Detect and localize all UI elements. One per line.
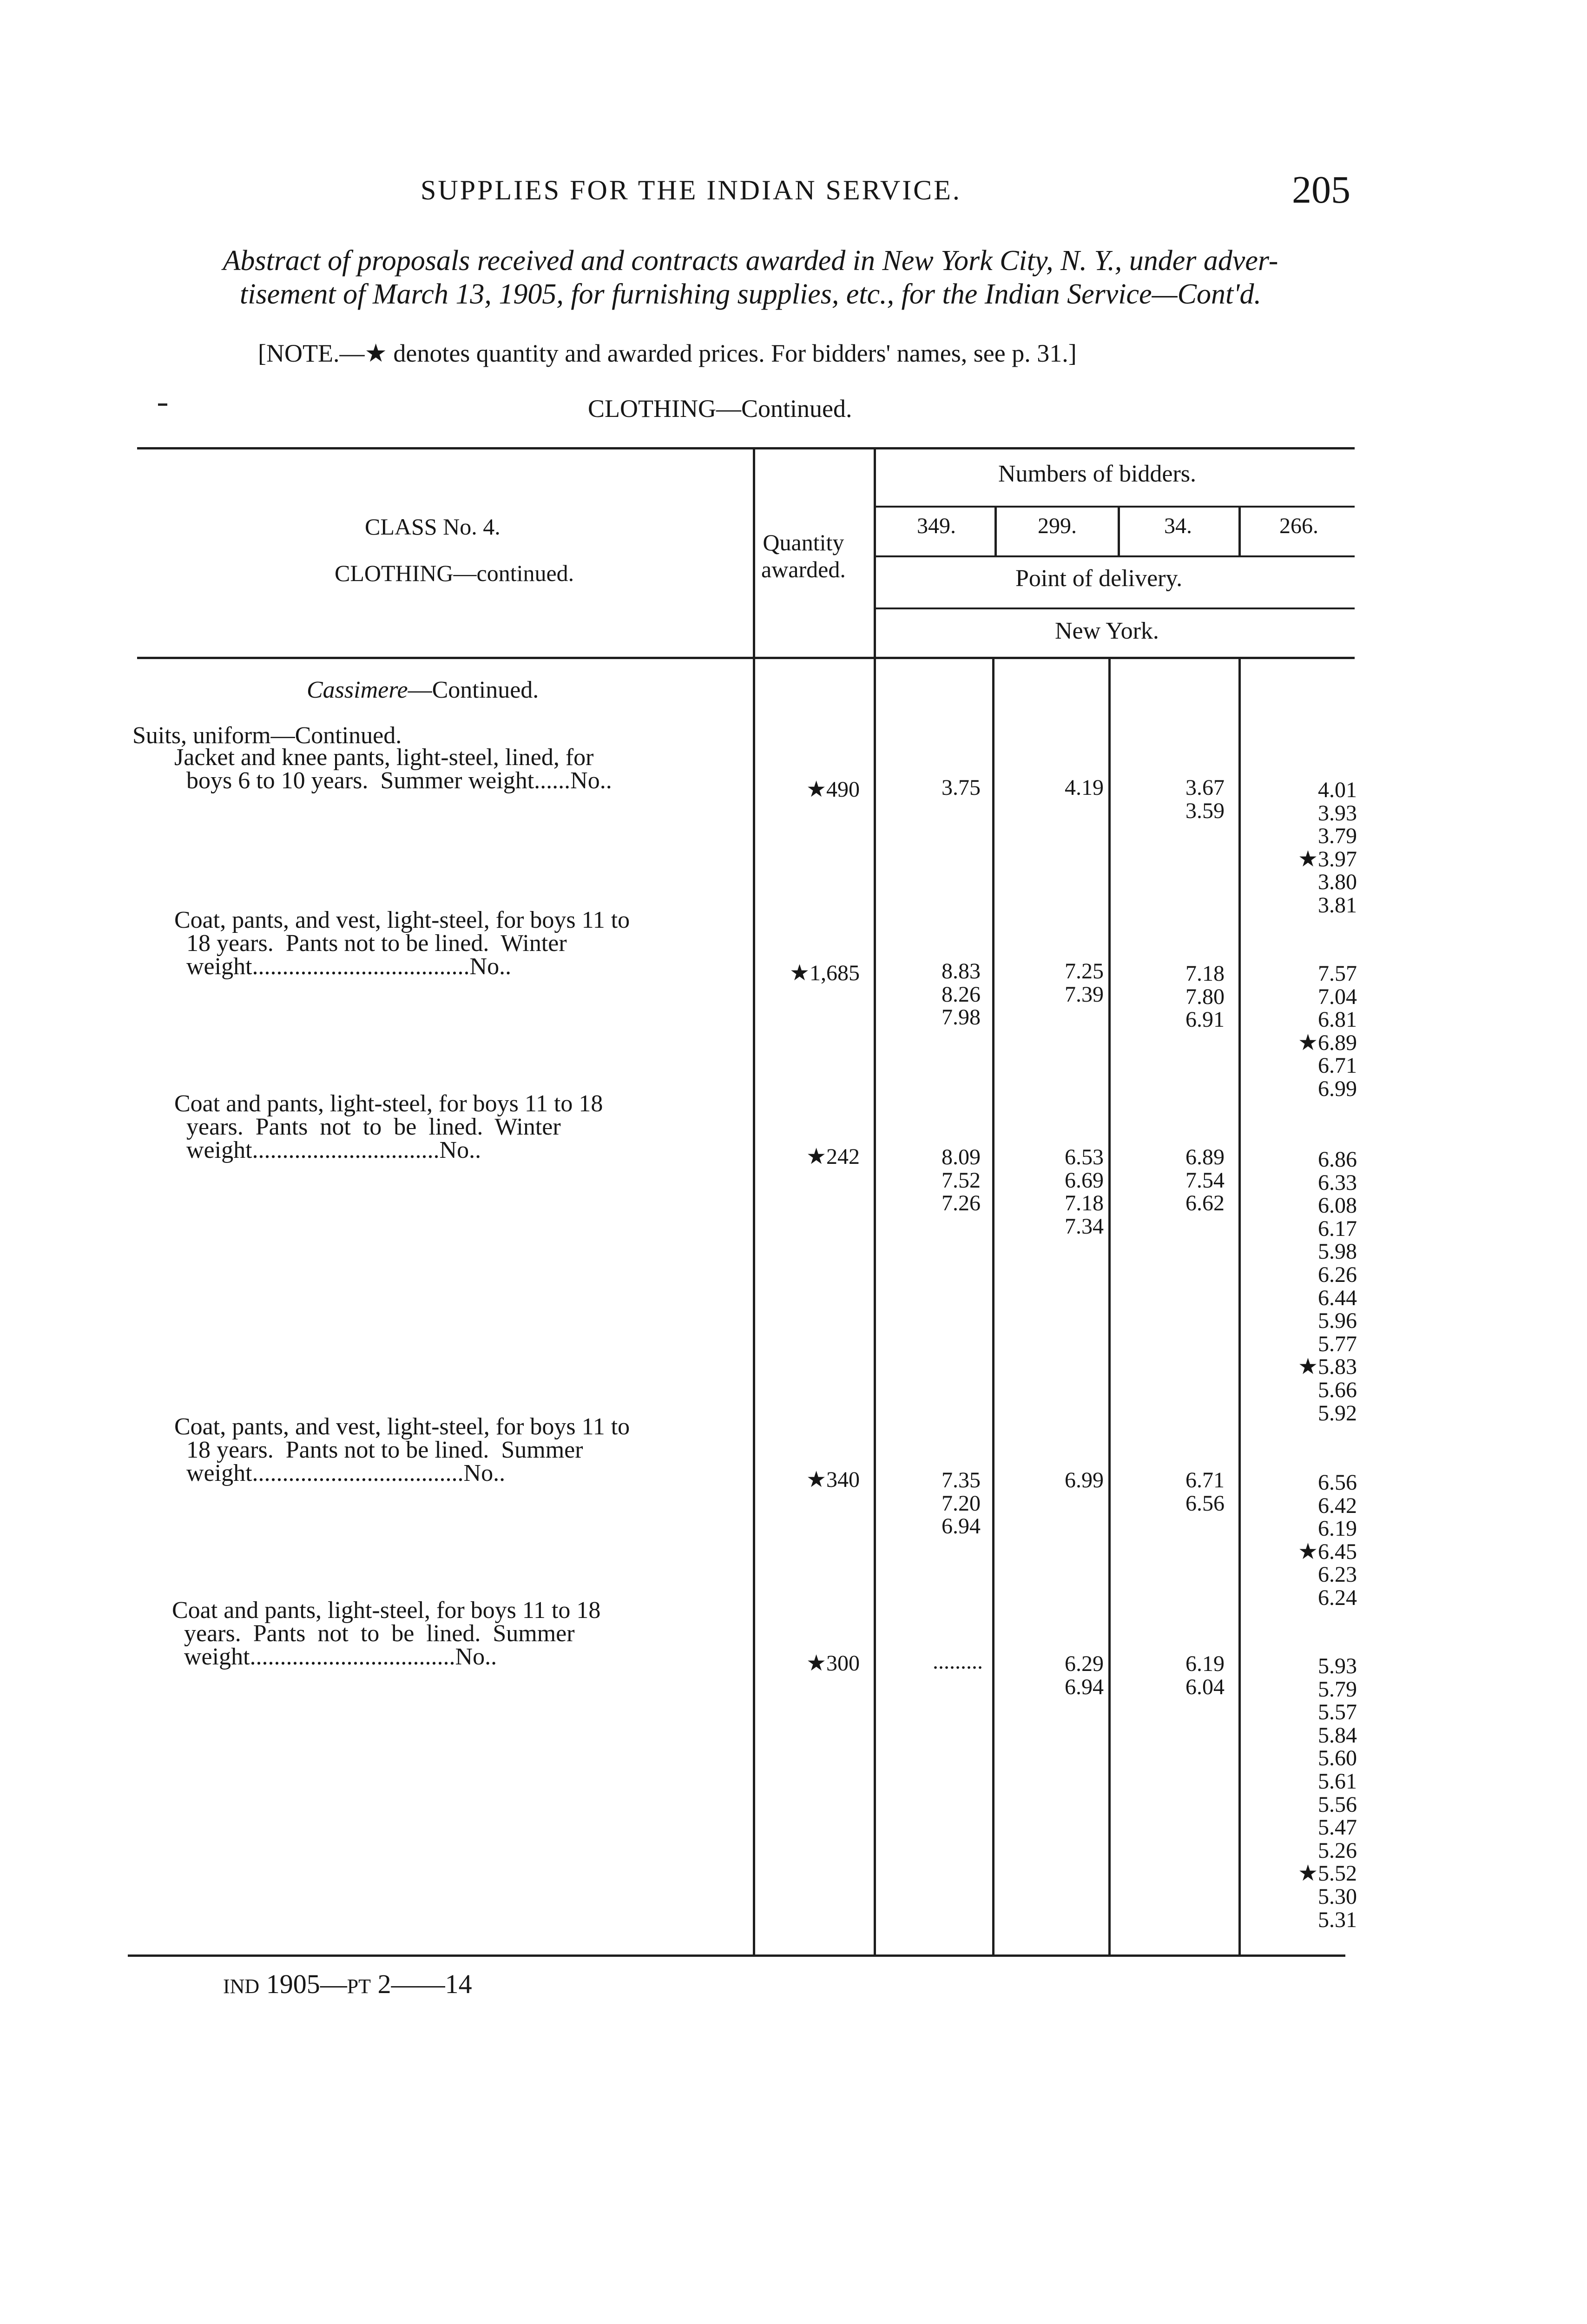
row-5-description: Coat and pants, light-steel, for boys 11 to 18 years. Pants not to be lined. Summer weight..................................No.. bbox=[172, 1597, 601, 1670]
bidder-number-rule bbox=[876, 555, 1355, 557]
col-divider-299-header bbox=[1118, 508, 1120, 555]
row-3-bid-266: 6.86 6.33 6.08 6.17 5.98 6.26 6.44 5.96 5.77 ★5.83 5.66 5.92 bbox=[1297, 1147, 1357, 1426]
delivery-place-header: New York. bbox=[1055, 618, 1159, 644]
quantity-header-line-2: awarded. bbox=[761, 556, 846, 582]
row-3-bid-34: 6.89 7.54 6.62 bbox=[1185, 1145, 1225, 1216]
delivery-rule bbox=[876, 607, 1355, 609]
abstract-line-2: tisement of March 13, 1905, for furnishing supplies, etc., for the Indian Service—Cont'd. bbox=[240, 278, 1261, 310]
row-1-bid-299: 4.19 bbox=[1065, 775, 1104, 800]
bidder-349-header: 349. bbox=[917, 514, 956, 538]
quantity-header-line-1: Quantity bbox=[763, 529, 844, 555]
row-3-bid-349: 8.09 7.52 7.26 bbox=[942, 1145, 981, 1216]
margin-dash bbox=[158, 403, 167, 406]
row-2-bid-266: 7.57 7.04 6.81 ★6.89 6.71 6.99 bbox=[1297, 961, 1357, 1101]
note: [NOTE.—★ denotes quantity and awarded prices. For bidders' names, see p. 31.] bbox=[258, 339, 1077, 367]
section-title: CLOTHING—Continued. bbox=[588, 395, 852, 423]
col-divider-349-header bbox=[994, 508, 997, 555]
row-2-description: Coat, pants, and vest, light-steel, for boys 11 to 18 years. Pants not to be lined. Winter weight....................................No.. bbox=[174, 907, 630, 980]
row-1-bid-349: 3.75 bbox=[942, 775, 981, 800]
row-1-description: Jacket and knee pants, light-steel, lined, for boys 6 to 10 years. Summer weight......No.. bbox=[174, 744, 612, 794]
running-head-title: SUPPLIES FOR THE INDIAN SERVICE. bbox=[421, 175, 961, 205]
cassimere-continued: —Continued. bbox=[408, 677, 539, 703]
row-2-quantity: ★1,685 bbox=[789, 961, 860, 985]
row-1-bid-266: 4.01 3.93 3.79 ★3.97 3.80 3.81 bbox=[1297, 778, 1357, 918]
row-5-bid-266: 5.93 5.79 5.57 5.84 5.60 5.61 5.56 5.47 5.26 ★5.52 5.30 5.31 bbox=[1297, 1654, 1357, 1932]
row-4-bid-349: 7.35 7.20 6.94 bbox=[942, 1468, 981, 1539]
row-5-bid-34: 6.19 6.04 bbox=[1185, 1651, 1225, 1699]
table-top-rule bbox=[137, 447, 1355, 449]
bidder-266-header: 266. bbox=[1279, 514, 1318, 538]
header-bottom-rule bbox=[137, 657, 1355, 659]
row-3-quantity: ★242 bbox=[806, 1144, 860, 1169]
row-2-bid-349: 8.83 8.26 7.98 bbox=[942, 959, 981, 1030]
row-3-bid-299: 6.53 6.69 7.18 7.34 bbox=[1065, 1145, 1104, 1239]
footer-pt: PT bbox=[347, 1975, 371, 1998]
row-4-description: Coat, pants, and vest, light-steel, for boys 11 to 18 years. Pants not to be lined. Summer weight...................................No.. bbox=[174, 1413, 630, 1486]
row-5-bid-349: ......... bbox=[933, 1649, 983, 1674]
class-subtitle: CLOTHING—continued. bbox=[335, 560, 574, 586]
abstract-caption bbox=[135, 244, 1366, 311]
row-5-quantity: ★300 bbox=[806, 1651, 860, 1676]
row-2-bid-34: 7.18 7.80 6.91 bbox=[1185, 961, 1225, 1032]
quantity-awarded-header bbox=[761, 529, 846, 583]
footer-year: 1905— bbox=[266, 1969, 347, 1999]
col-divider-349 bbox=[992, 659, 994, 1954]
table-bottom-rule bbox=[128, 1954, 1345, 1957]
cassimere-italic: Cassimere bbox=[307, 677, 408, 703]
footer-ind: IND bbox=[223, 1975, 260, 1998]
bidders-header: Numbers of bidders. bbox=[998, 461, 1197, 487]
footer-signature bbox=[223, 1968, 472, 2000]
cassimere-caption bbox=[307, 676, 539, 704]
col-divider-qty bbox=[874, 449, 876, 1954]
point-of-delivery-header: Point of delivery. bbox=[1015, 565, 1183, 592]
col-divider-299 bbox=[1108, 659, 1111, 1954]
row-2-bid-299: 7.25 7.39 bbox=[1065, 959, 1104, 1007]
row-3-description: Coat and pants, light-steel, for boys 11 to 18 years. Pants not to be lined. Winter weight...............................No.. bbox=[174, 1090, 603, 1163]
page-number: 205 bbox=[1292, 168, 1350, 211]
row-1-quantity: ★490 bbox=[806, 777, 860, 802]
footer-rest: 2——14 bbox=[377, 1969, 472, 1999]
col-divider-34 bbox=[1238, 659, 1241, 1954]
abstract-line-1: Abstract of proposals received and contracts awarded in New York City, N. Y., under adver- bbox=[223, 245, 1278, 277]
col-divider-desc bbox=[753, 449, 755, 1954]
row-4-bid-266: 6.56 6.42 6.19 ★6.45 6.23 6.24 bbox=[1297, 1470, 1357, 1610]
row-4-bid-34: 6.71 6.56 bbox=[1185, 1468, 1225, 1516]
bidder-34-header: 34. bbox=[1164, 514, 1192, 538]
suits-caption: Suits, uniform—Continued. bbox=[132, 722, 402, 749]
row-5-bid-299: 6.29 6.94 bbox=[1065, 1651, 1104, 1699]
row-1-bid-34: 3.67 3.59 bbox=[1185, 775, 1225, 823]
bidders-rule bbox=[876, 506, 1355, 508]
row-4-quantity: ★340 bbox=[806, 1467, 860, 1492]
class-label: CLASS No. 4. bbox=[365, 514, 500, 540]
col-divider-34-header bbox=[1238, 508, 1241, 555]
bidder-299-header: 299. bbox=[1038, 514, 1077, 538]
row-4-bid-299: 6.99 bbox=[1065, 1468, 1104, 1492]
